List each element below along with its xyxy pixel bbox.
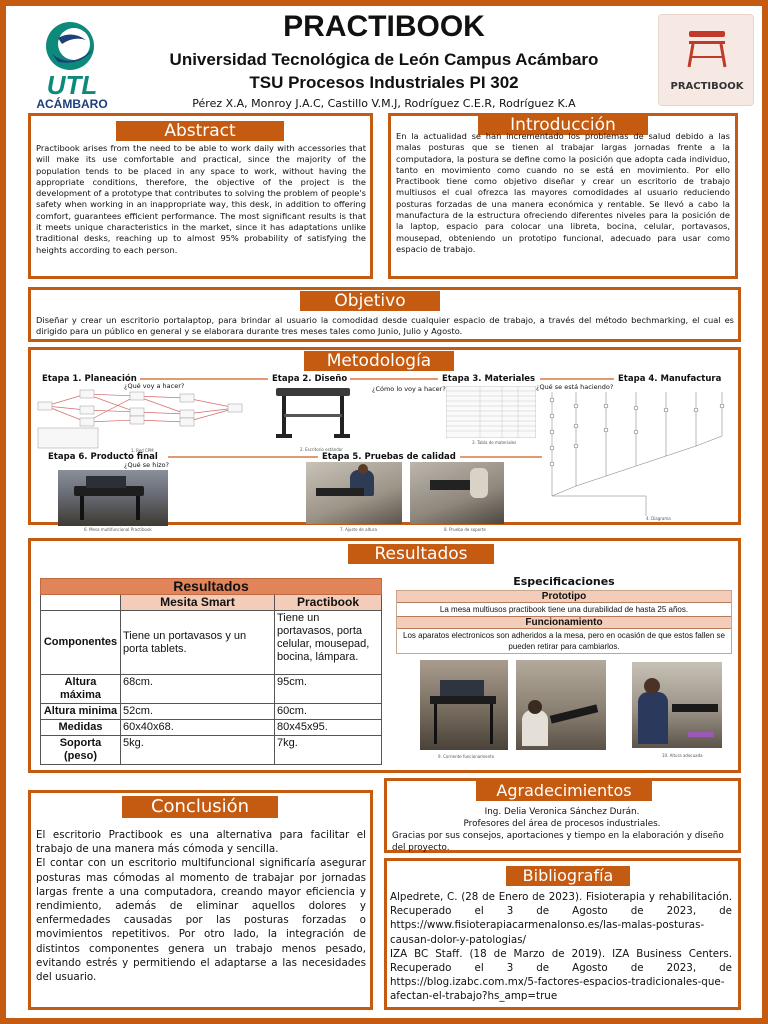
program-name: TSU Procesos Industriales PI 302 <box>249 73 519 92</box>
specs-title: Especificaciones <box>513 575 615 588</box>
col-practibook: Practibook <box>275 595 382 611</box>
spec-funcionamiento-header: Funcionamiento <box>397 616 731 629</box>
cell-practibook-soporta: 7kg. <box>275 736 382 765</box>
objetivo-text: Diseñar y crear un escritorio portalaptop, para brindar al usuario la comodidad desde cualquier espacio de trabajo, a través del método bechmarking, el cual es dirigido para un público en general y se elaborara durante tres meses tales como Junio, Julio y Agosto. <box>36 315 734 337</box>
support-test-caption: 8. Prueba de soporte <box>444 527 486 532</box>
manufacturing-diagram <box>546 386 734 522</box>
row-label-altura-max: Altura máxima <box>41 675 121 704</box>
cell-practibook-componentes: Tiene un portavasos, porta celular, mousepad, bocina, lámpara. <box>275 611 382 675</box>
row-label-soporta: Soporta (peso) <box>41 736 121 765</box>
final-product-photo <box>58 470 168 526</box>
reference-2: IZA BC Staff. (18 de Marzo de 2019). IZA Business Centers. Recuperado el 3 de Agosto de 2023, de https://blog.izabc.com.mx/5-factores-espacios-tradicionales-que-afectan-el-trabajo?hs_amp=true <box>390 947 732 1003</box>
stage-4-label: Etapa 4. Manufactura <box>618 374 722 384</box>
stage-3-caption: 3. Tabla de materiales <box>472 440 517 445</box>
agradecimientos-text: Gracias por sus consejos, aportaciones y tiempo en la elaboración y diseño del proyecto. <box>392 831 724 853</box>
stage-1-label: Etapa 1. Planeación <box>42 374 137 384</box>
row-label-componentes: Componentes <box>41 611 121 675</box>
resultados-title: Resultados <box>348 544 494 564</box>
stage-4-question: ¿Qué se está haciendo? <box>536 383 614 391</box>
cell-mesita-altura-max: 68cm. <box>121 675 275 704</box>
result-photo-2 <box>516 660 606 750</box>
authors: Pérez X.A, Monroy J.A.C, Castillo V.M.J, Rodríguez C.E.R, Rodríguez K.A <box>192 97 576 110</box>
university-name: Universidad Tecnológica de León Campus Acámbaro <box>169 50 599 69</box>
specs-box <box>396 590 732 654</box>
flow-arrow-3 <box>540 378 614 380</box>
result-photo-1 <box>420 660 508 750</box>
stool-icon <box>659 15 755 107</box>
utl-logo-text: UTL <box>46 70 98 100</box>
conclusion-paragraph-1: El escritorio Practibook es una alternativa para facilitar el trabajo de una manera más cómoda y sencilla. <box>36 829 366 856</box>
stage-3-label: Etapa 3. Materiales <box>442 374 536 384</box>
agradecimientos-title: Agradecimientos <box>476 781 652 801</box>
objetivo-title: Objetivo <box>300 291 440 311</box>
result-photo-1-caption: 9. Corriente funcionamiento <box>438 754 495 759</box>
poster-title: PRACTIBOOK <box>283 10 485 43</box>
materials-table-image <box>446 386 536 438</box>
spec-prototipo-header: Prototipo <box>397 591 731 603</box>
cell-mesita-medidas: 60x40x68. <box>121 720 275 736</box>
stage-5-label: Etapa 5. Pruebas de calidad <box>322 452 456 462</box>
spec-funcionamiento-text: Los aparatos electronicos son adheridos a la mesa, pero en ocasión de que estos fallen se pueden retirar para cambiarlos. <box>403 631 725 651</box>
agradecimientos-profesores: Profesores del área de procesos industriales. <box>463 819 661 829</box>
abstract-text: Practibook arises from the need to be able to work daily with accessories that will make its use comfortable and practical, since the majority of the population tends to be placed in any space to work, without having the appropriate conditions, therefore, the objective of the project is the development of a prototype that contributes to solving the problem of people's safety when working in an inappropriate way, this desk, in addition to offering comfort, guarantees efficient performance. The most significant results is that it meets unique characteristics in the market, since it has adaptations unlike traditional desks, reaching up to almost 95% probability of satisfying the heights according to each person. <box>36 143 366 255</box>
result-photo-3 <box>632 662 722 748</box>
conclusion-text <box>36 828 366 984</box>
stage-2-label: Etapa 2. Diseño <box>272 374 348 384</box>
flow-arrow-2 <box>350 378 438 380</box>
metodologia-title: Metodología <box>304 351 454 371</box>
flow-arrow-1 <box>140 378 268 380</box>
practibook-logo-text: PRACTIBOOK <box>670 81 744 92</box>
conclusion-paragraph-2: El contar con un escritorio multifuncional significaría asegurar posturas mas cómodas al momento de trabajar por jornadas largas frente a una computadora, creando mayor eficiencia y rendimiento, además de eliminar aquellos dolores y enfermedades causadas por las posturas forzadas o movimientos repetitivos. Por otro lado, la integración de distintos componentes genera un trabajo menos pesado, evitando estrés y permitiendo el adaptarse a las necesidades del usuario. <box>36 857 366 984</box>
cell-mesita-altura-min: 52cm. <box>121 704 275 720</box>
reference-1: Alpedrete, C. (28 de Enero de 2023). Fisioterapia y rehabilitación. Recuperado el 3 de Agosto de 2023, de https://www.fisioterapiacarmenalonso.es/las-malas-posturas-causan-dolor-y-patologias/ <box>390 891 732 946</box>
result-photo-3-caption: 10. Altura adecuada <box>662 753 703 758</box>
stage-5-caption: 7. Ajuste de altura <box>340 527 377 532</box>
stage-1-caption: 1. Red CPM <box>131 448 154 453</box>
cell-practibook-altura-max: 95cm. <box>275 675 382 704</box>
cell-practibook-altura-min: 60cm. <box>275 704 382 720</box>
flow-arrow-5 <box>168 456 318 458</box>
stage-6-caption: 6. Mesa multifuncional Practibook <box>84 527 152 532</box>
quality-test-photo-1 <box>306 462 402 524</box>
spec-prototipo-text: La mesa multiusos practibook tiene una durabilidad de hasta 25 años. <box>439 605 689 614</box>
stage-1-question: ¿Qué voy a hacer? <box>124 382 185 390</box>
cpm-network-diagram <box>36 386 246 454</box>
results-corner-cell <box>41 595 121 611</box>
stage-2-caption: 2. Escritorio estándar <box>300 447 343 452</box>
introduccion-text: En la actualidad se han incrementado los problemas de salud debido a las malas posturas que se tienen al trabajar largas jornadas frente a la computadora, la postura se define como la posición que adopta cada individuo, tanto en movimiento como cuando no se está en movimiento. Por ello Practibook tiene como objetivo diseñar y crear un escritorio de trabajo multiusos el cual ofrezca las mayores comodidades al usuario reduciendo posturas forzadas de una manera económica y rentable. Se llevó a cabo la manufactura de la estructura ofreciendo diferentes niveles para la posición de la laptop, espacio para colocar una libreta, bocina, celular, portavasos, mousepad, obteniendo un prototipo funcional, adecuado para usar como espacio de trabajo. <box>396 131 730 254</box>
stage-2-question: ¿Cómo lo voy a hacer? <box>372 385 446 393</box>
introduccion-title: Introducción <box>478 115 648 135</box>
utl-logo-sub: ACÁMBARO <box>36 97 108 110</box>
stage-6-label: Etapa 6. Producto final <box>48 452 158 462</box>
conclusion-title: Conclusión <box>122 796 278 818</box>
bibliografia-list <box>390 890 732 1004</box>
results-table <box>40 578 382 765</box>
cell-mesita-soporta: 5kg. <box>121 736 275 765</box>
bibliografia-title: Bibliografía <box>506 866 630 886</box>
flow-arrow-4 <box>460 456 542 458</box>
abstract-title: Abstract <box>116 121 284 141</box>
row-label-medidas: Medidas <box>41 720 121 736</box>
col-mesita-smart: Mesita Smart <box>121 595 275 611</box>
results-table-title: Resultados <box>41 579 382 595</box>
practibook-logo <box>658 14 754 106</box>
agradecimientos-name: Ing. Delia Veronica Sánchez Durán. <box>484 807 640 817</box>
stage-4-caption: 4. Diagrama <box>646 516 671 521</box>
row-label-altura-min: Altura minima <box>41 704 121 720</box>
desk-design-drawing <box>272 384 354 444</box>
stage-6-question: ¿Qué se hizo? <box>124 461 169 469</box>
cell-practibook-medidas: 80x45x95. <box>275 720 382 736</box>
quality-test-photo-2 <box>410 462 504 524</box>
cell-mesita-componentes: Tiene un portavasos y un porta tablets. <box>121 611 275 675</box>
